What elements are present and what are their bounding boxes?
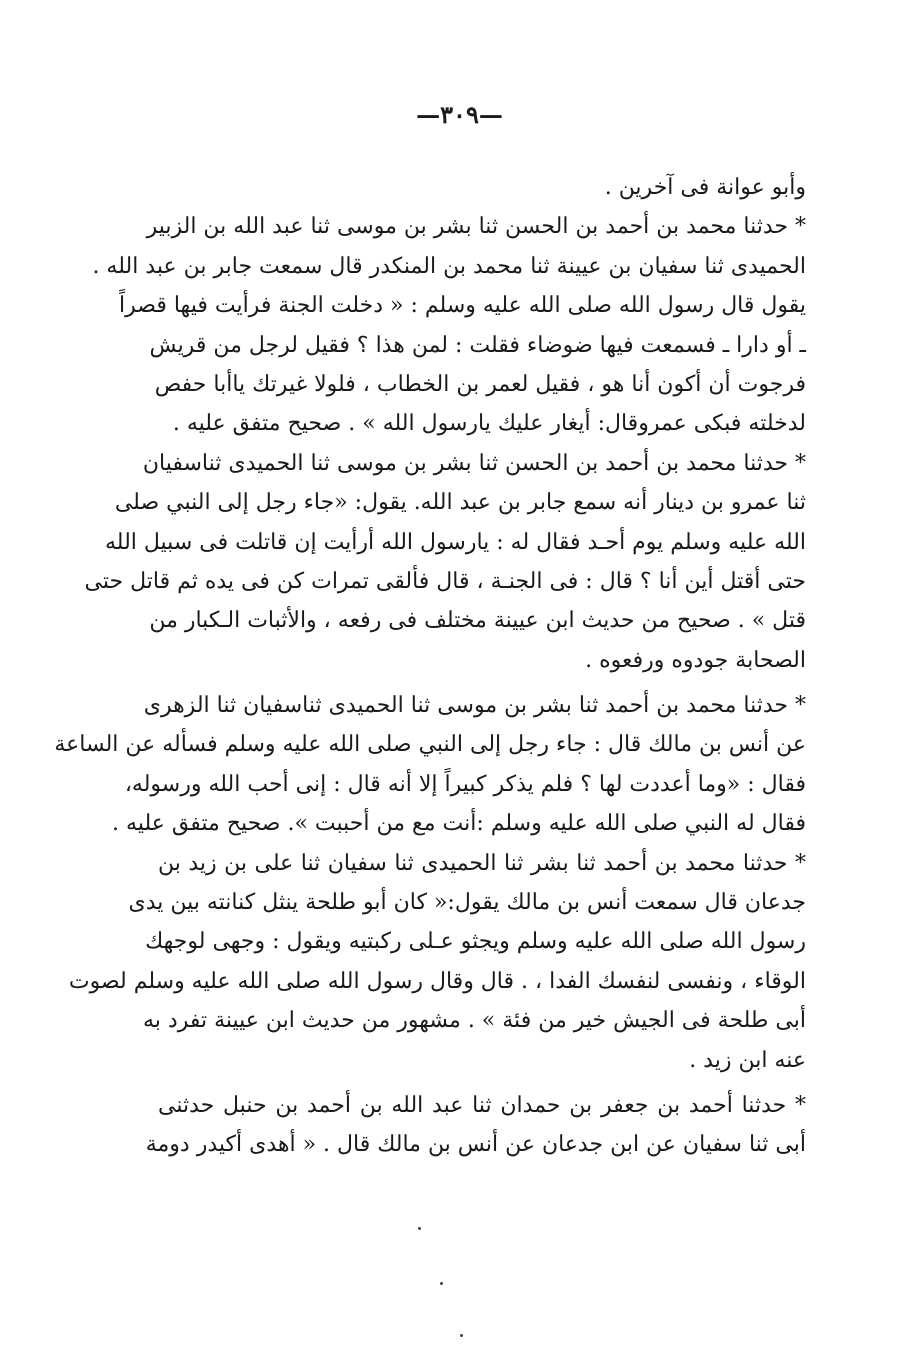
text-line: يقول قال رسول الله صلى الله عليه وسلم : « دخلت الجنة فرأيت فيها قصراً [119,293,806,319]
text-line: * حدثنا أحمد بن جعفر بن حمدان ثنا عبد الله بن أحمد بن حنبل حدثنى [158,1092,806,1118]
text-line: فقال له النبي صلى الله عليه وسلم :أنت مع من أحببت ». صحيح متفق عليه . [112,811,806,837]
ink-speck [460,1334,463,1337]
ink-speck [440,1282,443,1285]
text-line: * حدثنا محمد بن أحمد بن الحسن ثنا بشر بن موسى ثنا الحميدى ثناسفيان [142,450,806,476]
text-line: ـ أو دارا ـ فسمعت فيها ضوضاء فقلت : لمن هذا ؟ فقيل لرجل من قريش [149,332,806,358]
text-line: لدخلته فبكى عمروقال: أيغار عليك يارسول الله » . صحيح متفق عليه . [172,411,806,437]
text-line: أبى طلحة فى الجيش خير من فئة » . مشهور من حديث ابن عيينة تفرد به [143,1008,806,1034]
text-line: ثنا عمرو بن دينار أنه سمع جابر بن عبد الله. يقول: «جاء رجل إلى النبي صلى [114,490,806,516]
text-line: وأبو عوانة فى آخرين . [604,175,806,200]
text-line: * حدثنا محمد بن أحمد بن الحسن ثنا بشر بن موسى ثنا عبد الله بن الزبير [146,214,806,240]
text-line: جدعان قال سمعت أنس بن مالك يقول:« كان أبو طلحة ينثل كنانته بين يدى [128,890,806,916]
text-line: عن أنس بن مالك قال : جاء رجل إلى النبي صلى الله عليه وسلم فسأله عن الساعة [54,732,806,758]
text-line: عنه ابن زيد . [689,1047,806,1073]
text-line: فرجوت أن أكون أنا هو ، فقيل لعمر بن الخطاب ، فلولا غيرتك ياأبا حفص [154,371,806,397]
text-line: * حدثنا محمد بن أحمد ثنا بشر بن موسى ثنا الحميدى ثناسفيان ثنا الزهرى [143,693,806,719]
text-line: فقال : «وما أعددت لها ؟ فلم يذكر كبيراً إلا أنه قال : إنى أحب الله ورسوله، [124,771,806,797]
text-line: حتى أقتل أين أنا ؟ قال : فى الجنـة ، قال فألقى تمرات كن فى يده ثم قاتل حتى [84,568,806,594]
ink-speck [418,1227,421,1230]
text-line: الصحابة جودوه ورفعوه . [585,647,806,673]
text-line: * حدثنا محمد بن أحمد ثنا بشر ثنا الحميدى ثنا سفيان ثنا على بن زيد بن [158,850,806,876]
text-line: رسول الله صلى الله عليه وسلم ويجثو عـلى ركبتيه ويقول : وجهى لوجهك [145,929,806,955]
page-number: —٣٠٩— [416,100,503,129]
text-line: قتل » . صحيح من حديث ابن عيينة مختلف فى رفعه ، والأثبات الـكبار من [149,608,806,634]
page-text [54,168,806,1165]
text-line: أبى ثنا سفيان عن ابن جدعان عن أنس بن مالك قال . « أهدى أكيدر دومة [145,1132,806,1158]
text-line: الحميدى ثنا سفيان بن عيينة ثنا محمد بن المنكدر قال سمعت جابر بن عبد الله . [92,253,806,279]
text-line: الوقاء ، ونفسى لنفسك الفدا ، . قال وقال رسول الله صلى الله عليه وسلم لصوت [68,968,806,994]
text-line: الله عليه وسلم يوم أحـد فقال له : يارسول الله أرأيت إن قاتلت فى سبيل الله [105,529,806,555]
